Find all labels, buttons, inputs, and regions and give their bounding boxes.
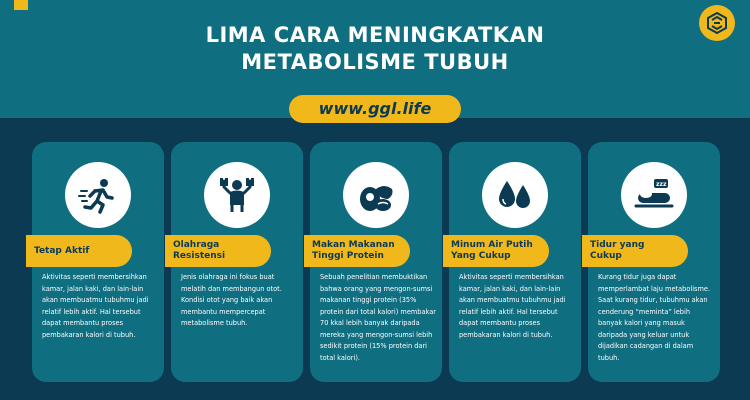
card-icon-circle (204, 162, 270, 228)
card-makan-tinggi-protein (310, 142, 442, 382)
card-tidur-cukup (588, 142, 720, 382)
card-title-tag (26, 235, 132, 267)
card-title-tag (582, 235, 688, 267)
brand-logo-icon (699, 5, 735, 41)
card-title-line-2: Tinggi Protein (312, 251, 384, 261)
card-title-line-1: Tetap Aktif (34, 245, 90, 256)
card-description: Sebuah penelitian membuktikan bahwa orang yang mengon-sumsi makanan tinggi protein (35% protein dari total kalori) membakar 70 kkal lebih banyak daripada mereka yang mengon-sumsi lebih sedikit protein (15% protein dari total kalori). (320, 273, 436, 362)
card-icon-circle (482, 162, 548, 228)
card-icon-circle (621, 162, 687, 228)
card-icon-circle (343, 162, 409, 228)
card-icon-circle (65, 162, 131, 228)
page-title-line-2: METABOLISME TUBUH (241, 50, 509, 74)
page-title (0, 22, 750, 76)
card-title-line-1: Makan Makanan (312, 240, 395, 250)
website-url-badge: www.ggl.life (289, 95, 461, 123)
card-title-line-2: Cukup (590, 251, 622, 261)
card-title-line-2: Resistensi (173, 251, 226, 261)
card-olahraga-resistensi (171, 142, 303, 382)
card-title-line-1: Tidur yang (590, 240, 645, 250)
card-title-tag (165, 235, 271, 267)
svg-text:zzz: zzz (656, 181, 667, 188)
card-title-tag (304, 235, 410, 267)
corner-accent (14, 0, 28, 10)
card-title-line-2: Yang Cukup (451, 251, 511, 261)
card-tetap-aktif (32, 142, 164, 382)
water-drops-icon (495, 175, 535, 215)
card-description: Aktivitas seperti membersihkan kamar, jalan kaki, dan lain-lain akan membuatmu tubuhmu jadi relatif lebih aktif. Hal tersebut dapat membantu proses pembakaran kalori di tubuh. (42, 273, 149, 339)
weightlifter-icon (217, 175, 257, 215)
card-title-line-1: Minum Air Putih (451, 240, 533, 250)
card-minum-air-putih (449, 142, 581, 382)
sleeping-bed-icon (634, 175, 674, 215)
protein-food-icon (356, 175, 396, 215)
page-title-line-1: LIMA CARA MENINGKATKAN (205, 23, 545, 47)
card-title-tag (443, 235, 549, 267)
card-title-line-1: Olahraga (173, 240, 220, 250)
card-description: Aktivitas seperti membersihkan kamar, jalan kaki, dan lain-lain akan membuatmu tubuhmu jadi relatif lebih aktif. Hal tersebut dapat membantu proses pembakaran kalori di tubuh. (459, 273, 566, 339)
running-person-icon (78, 175, 118, 215)
card-description: Jenis olahraga ini fokus buat melatih dan membangun otot. Kondisi otot yang baik akan membantu mempercepat metabolisme tubuh. (181, 273, 282, 327)
card-description: Kurang tidur juga dapat memperlambat laju metabolisme. Saat kurang tidur, tubuhmu akan cenderung “meminta” lebih banyak kalori yang masuk daripada yang keluar untuk dijadikan cadangan di dalam tubuh. (598, 273, 711, 362)
